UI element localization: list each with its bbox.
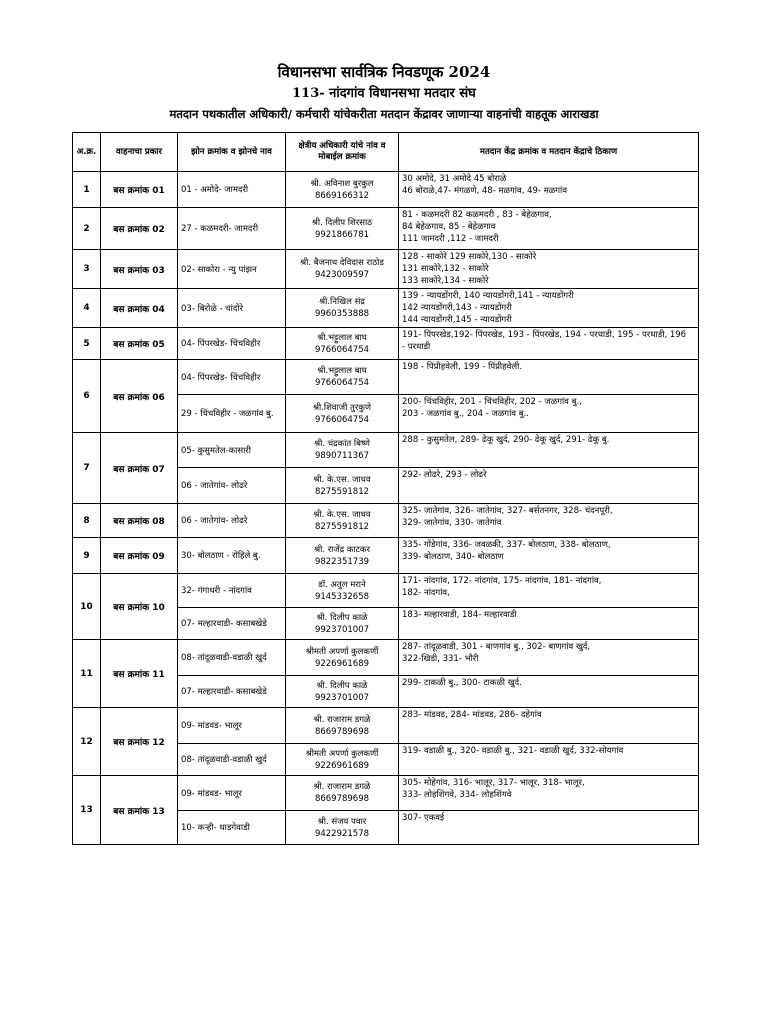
polling-centre-line: 299- टाकळी बु., 300- टाकळी खुर्द. xyxy=(402,678,522,688)
officer-name: श्री. राजेंद्र काटकर xyxy=(314,544,370,555)
officer-mobile: 9921866781 xyxy=(314,229,370,240)
officer-mobile: 8669789698 xyxy=(314,726,370,737)
polling-centre-line: 139 - न्यायडोंगरी, 140 न्यायडोंगरी,141 - न्यायडोंगरी xyxy=(402,291,574,301)
polling-centre-line: 84 बेहेळगाव, 85 - बेहेळगाव xyxy=(402,222,496,232)
polling-centre-line: 305- मोहेगांव, 316- भालूर, 317- भालूर, 318- भालूर, xyxy=(402,778,585,788)
polling-centre-line: 183- मल्हारवाडी, 184- मल्हारवाडी xyxy=(402,610,517,620)
polling-centre-line: 198 - पिंप्रीहवेली, 199 - पिंप्रीहवेली. xyxy=(402,362,523,372)
polling-centres-cell xyxy=(399,395,699,433)
polling-centre-line: 203 - जळगांव बु., 204 - जळगांव बु.. xyxy=(402,409,529,419)
officer-name: श्री. दिलीप शिरसाठ xyxy=(311,217,373,228)
document-heading: मतदान पथकातील अधिकारी/ कर्मचारी यांचेकरीता मतदान केंद्रावर जाणाऱ्या वाहनांची वाहतूक आराखडा xyxy=(169,107,599,121)
officer-mobile: 9423009597 xyxy=(314,270,370,280)
officer-cell xyxy=(286,811,399,845)
polling-centre-line: 171- नांदगांव, 172- नांदगांव, 175- नांदगांव, 181- नांदगांव, xyxy=(402,576,602,586)
zone-cell: 02- साकोरा - न्यु पांझन xyxy=(178,250,286,289)
zone-cell: 05- कुसुमतेल-कासारी xyxy=(178,433,286,468)
polling-centres-cell xyxy=(399,776,699,811)
officer-name: श्री. दिलीप काळे xyxy=(316,612,368,623)
serial-number-cell: 10 xyxy=(73,574,101,640)
polling-centre-line: 288 - कुसुमतेल, 289- ढेकू खुर्द, 290- ढेकू खुर्द, 291- ढेकू बु. xyxy=(402,435,610,445)
zone-cell: 27 - कळमदरी- जामदरी xyxy=(178,208,286,250)
bus-number-cell: बस क्रमांक 10 xyxy=(101,574,178,640)
officer-cell xyxy=(286,676,399,708)
officer-mobile: 8669166312 xyxy=(314,190,370,201)
column-header-serial: अ.क्र. xyxy=(73,133,101,172)
bus-number-cell: बस क्रमांक 08 xyxy=(101,504,178,538)
officer-mobile: 9923701007 xyxy=(314,624,370,635)
serial-number-cell: 6 xyxy=(73,360,101,433)
officer-name: श्री. दिलीप काळे xyxy=(316,680,368,691)
polling-centre-line: 325- जातेगांव, 326- जातेगांव, 327- बर्सतनगर, 328- चंदनपूरी, xyxy=(402,506,613,516)
document-title: विधानसभा सार्वत्रिक निवडणूक 2024 xyxy=(277,63,491,81)
transport-plan-table xyxy=(72,132,699,845)
polling-centre-line: - परधाडी xyxy=(402,342,431,352)
officer-name: श्री. बैजनाथ देविदास राठोड xyxy=(300,258,384,268)
officer-mobile: 9766064754 xyxy=(314,414,370,425)
officer-name: श्री.भट्टुलाल बाघ xyxy=(317,332,367,343)
polling-centre-line: 322-खिडी, 331- भौरी xyxy=(402,654,479,664)
zone-cell: 06 - जातेगांव- लोढरे xyxy=(178,468,286,504)
bus-number-cell: बस क्रमांक 09 xyxy=(101,538,178,574)
serial-number-cell: 1 xyxy=(73,172,101,208)
officer-mobile: 9422921578 xyxy=(314,828,370,839)
column-header-zone: झोन क्रमांक व झोनचे नाव xyxy=(178,133,286,172)
bus-number-cell: बस क्रमांक 13 xyxy=(101,776,178,845)
table-row xyxy=(73,328,699,360)
officer-name: श्री. के.एस. जाधव xyxy=(313,474,371,485)
zone-cell: 09- मांडवड- भालूर xyxy=(178,708,286,744)
bus-number-cell: बस क्रमांक 06 xyxy=(101,360,178,433)
zone-cell: 30- बोलठाण - रोहिले बु. xyxy=(178,538,286,574)
zone-cell: 32- गंगाधरी - नांदगांव xyxy=(178,574,286,608)
polling-centre-line: 319- वडाळी बु., 320- वडाळी बु., 321- वडाळी खुर्द, 332-सोयगांव xyxy=(402,746,624,756)
bus-number-cell: बस क्रमांक 02 xyxy=(101,208,178,250)
officer-cell xyxy=(286,360,399,395)
serial-number-cell: 9 xyxy=(73,538,101,574)
polling-centre-line: 307- एकवई xyxy=(402,813,445,823)
polling-centres-cell xyxy=(399,708,699,744)
column-header-vehicle: वाहनाचा प्रकार xyxy=(101,133,178,172)
officer-mobile: 9960353888 xyxy=(314,309,370,319)
table-row xyxy=(73,433,699,468)
officer-mobile: 9890711367 xyxy=(314,451,370,461)
bus-number-cell: बस क्रमांक 11 xyxy=(101,640,178,708)
zone-cell: 06 - जातेगांव- लोढरे xyxy=(178,504,286,538)
table-row xyxy=(73,640,699,676)
officer-name: श्री.शिवाजी तुरकुणे xyxy=(312,402,372,413)
polling-centre-line: 131 साकोरे,132 - साकोरे xyxy=(402,264,489,274)
serial-number-cell: 7 xyxy=(73,433,101,504)
bus-number-cell: बस क्रमांक 04 xyxy=(101,289,178,328)
officer-cell xyxy=(286,433,399,468)
table-row xyxy=(73,208,699,250)
officer-name: श्री.भट्टुलाल बाघ xyxy=(317,366,367,376)
table-row xyxy=(73,776,699,811)
column-header-polling-centres: मतदान केंद्र क्रमांक व मतदान केंद्राचे ठिकाण xyxy=(399,133,699,172)
table-body xyxy=(73,172,699,845)
bus-number-cell: बस क्रमांक 03 xyxy=(101,250,178,289)
bus-number-cell: बस क्रमांक 07 xyxy=(101,433,178,504)
polling-centre-line: 200- चिंचविहीर, 201 - चिंचविहीर, 202 - जळगांव बु., xyxy=(402,397,582,407)
polling-centres-cell xyxy=(399,676,699,708)
polling-centres-cell xyxy=(399,433,699,468)
zone-cell: 04- पिंपरखेड- चिंचविहीर xyxy=(178,328,286,360)
officer-name: श्री. के.एस. जाधव xyxy=(313,509,371,520)
officer-name: श्री. राजाराम डगळे xyxy=(313,714,371,725)
officer-cell xyxy=(286,640,399,676)
serial-number-cell: 3 xyxy=(73,250,101,289)
officer-name: श्री. अविनाश बुरकुल xyxy=(310,178,374,189)
document-header xyxy=(0,62,768,125)
officer-cell xyxy=(286,744,399,776)
zone-cell: 03- बिरोळे - चांदोरे xyxy=(178,289,286,328)
polling-centres-cell xyxy=(399,608,699,640)
table-row xyxy=(73,172,699,208)
zone-cell: 01 - अमोदे- जामदरी xyxy=(178,172,286,208)
zone-cell: 08- तांदूळवाडी-वडाळी खुर्द xyxy=(178,640,286,676)
polling-centres-cell xyxy=(399,208,699,250)
serial-number-cell: 5 xyxy=(73,328,101,360)
officer-mobile: 9822351739 xyxy=(314,556,370,567)
officer-name: श्री. संजय पवार xyxy=(317,816,367,827)
column-header-officer: क्षेत्रीय अधिकारी यांचे नांव व मोबाईल क्रमांक xyxy=(286,133,399,172)
officer-cell xyxy=(286,250,399,289)
polling-centre-line: 128 - साकोरे 129 साकोरे,130 - साकोरे xyxy=(402,252,537,262)
officer-name: श्रीमती अपर्णा कुलकर्णी xyxy=(305,646,379,657)
officer-name: श्रीमती अपर्णा कुलकर्णी xyxy=(305,748,379,759)
table-row xyxy=(73,250,699,289)
zone-cell: 09- मांडवड- भालूर xyxy=(178,776,286,811)
bus-number-cell: बस क्रमांक 12 xyxy=(101,708,178,776)
officer-mobile: 8275591812 xyxy=(314,486,370,497)
officer-cell xyxy=(286,776,399,811)
officer-cell xyxy=(286,608,399,640)
officer-cell xyxy=(286,538,399,574)
officer-mobile: 8669789698 xyxy=(314,794,370,804)
polling-centres-cell xyxy=(399,172,699,208)
officer-name: श्री. चंद्रकांत बिष्णे xyxy=(314,439,370,449)
officer-cell xyxy=(286,395,399,433)
polling-centre-line: 292- लोढरे, 293 - लोढरे xyxy=(402,470,487,480)
officer-name: श्री. राजाराम डगळे xyxy=(313,782,371,792)
officer-mobile: 9766064754 xyxy=(314,344,370,355)
polling-centre-line: 144 न्यायडोंगरी,145 - न्यायडोंगरी xyxy=(402,315,512,325)
table-header-row xyxy=(73,133,699,172)
polling-centres-cell xyxy=(399,574,699,608)
polling-centre-line: 111 जामदरी ,112 - जामदरी xyxy=(402,234,499,244)
serial-number-cell: 4 xyxy=(73,289,101,328)
officer-cell xyxy=(286,328,399,360)
polling-centre-line: 81 - कळमदरी 82 कळमदरी , 83 - बेहेळगाव, xyxy=(402,210,552,220)
bus-number-cell: बस क्रमांक 05 xyxy=(101,328,178,360)
officer-mobile: 9226961689 xyxy=(314,658,370,669)
officer-cell xyxy=(286,289,399,328)
officer-mobile: 9145332658 xyxy=(314,591,370,602)
table-row xyxy=(73,574,699,608)
officer-name: डॉ. अतुल मराने xyxy=(318,579,366,590)
serial-number-cell: 11 xyxy=(73,640,101,708)
polling-centre-line: 333- लोहशिंगवे, 334- लोहशिंगवे xyxy=(402,790,512,800)
polling-centres-cell xyxy=(399,744,699,776)
polling-centres-cell xyxy=(399,640,699,676)
zone-cell: 10- कऱ्ही- धाडगेवाडी xyxy=(178,811,286,845)
bus-number-cell: बस क्रमांक 01 xyxy=(101,172,178,208)
officer-mobile: 8275591812 xyxy=(314,521,370,532)
polling-centre-line: 142 न्यायडोंगरी,143 - न्यायडोंगरी xyxy=(402,303,512,313)
document-subtitle: 113- नांदगांव विधानसभा मतदार संघ xyxy=(292,86,476,101)
polling-centres-cell xyxy=(399,250,699,289)
polling-centre-line: 287- तांदूळवाडी, 301 - बाणगांव बु., 302- बाणगांव खुर्द, xyxy=(402,642,591,652)
officer-mobile: 9766064754 xyxy=(314,378,370,388)
polling-centre-line: 182- नांदगांव, xyxy=(402,588,450,598)
serial-number-cell: 2 xyxy=(73,208,101,250)
table-row xyxy=(73,538,699,574)
officer-cell xyxy=(286,208,399,250)
polling-centre-line: 46 बोराळे,47- मंगळणे, 48- मळगांव, 49- मळगांव xyxy=(402,186,567,196)
officer-mobile: 9226961689 xyxy=(314,760,370,771)
polling-centres-cell xyxy=(399,328,699,360)
polling-centre-line: 30 अमोदे, 31 अमोदे 45 बोराळे xyxy=(402,174,507,184)
polling-centre-line: 283- मांडवड, 284- मांडवड, 286- दहेगांव xyxy=(402,710,542,720)
polling-centres-cell xyxy=(399,538,699,574)
polling-centre-line: 335- गोंडेगांव, 336- जवळकी, 337- बोलठाण, 338- बोलठाण, xyxy=(402,540,611,550)
officer-cell xyxy=(286,574,399,608)
officer-name: श्री.निखिल संद्र xyxy=(319,297,365,307)
serial-number-cell: 12 xyxy=(73,708,101,776)
table-row xyxy=(73,504,699,538)
zone-cell: 29 - चिंचविहीर - जळगांव बु. xyxy=(178,395,286,433)
polling-centres-cell xyxy=(399,289,699,328)
zone-cell: 04- पिंपरखेड- चिंचविहीर xyxy=(178,360,286,395)
officer-cell xyxy=(286,708,399,744)
polling-centre-line: 329- जातेगांव, 330- जातेगांव xyxy=(402,518,502,528)
polling-centres-cell xyxy=(399,504,699,538)
table-row xyxy=(73,360,699,395)
officer-cell xyxy=(286,172,399,208)
table-row xyxy=(73,289,699,328)
serial-number-cell: 13 xyxy=(73,776,101,845)
polling-centres-cell xyxy=(399,811,699,845)
officer-mobile: 9923701007 xyxy=(314,692,370,703)
table-row xyxy=(73,708,699,744)
serial-number-cell: 8 xyxy=(73,504,101,538)
officer-cell xyxy=(286,468,399,504)
officer-cell xyxy=(286,504,399,538)
zone-cell: 08- तांदूळवाडी-वडाळी खुर्द xyxy=(178,744,286,776)
zone-cell: 07- मल्हारवाडी- कसाबखेडे xyxy=(178,608,286,640)
polling-centres-cell xyxy=(399,360,699,395)
zone-cell: 07- मल्हारवाडी- कसाबखेडे xyxy=(178,676,286,708)
polling-centres-cell xyxy=(399,468,699,504)
polling-centre-line: 339- बोलठाण, 340- बोलठाण xyxy=(402,552,504,562)
polling-centre-line: 133 साकोरे,134 - साकोरे xyxy=(402,276,489,286)
polling-centre-line: 191- पिंपरखेड,192- पिंपरखेड, 193 - पिंपरखेड, 194 - परधाडी, 195 - परधाडी, 196 xyxy=(402,330,687,340)
